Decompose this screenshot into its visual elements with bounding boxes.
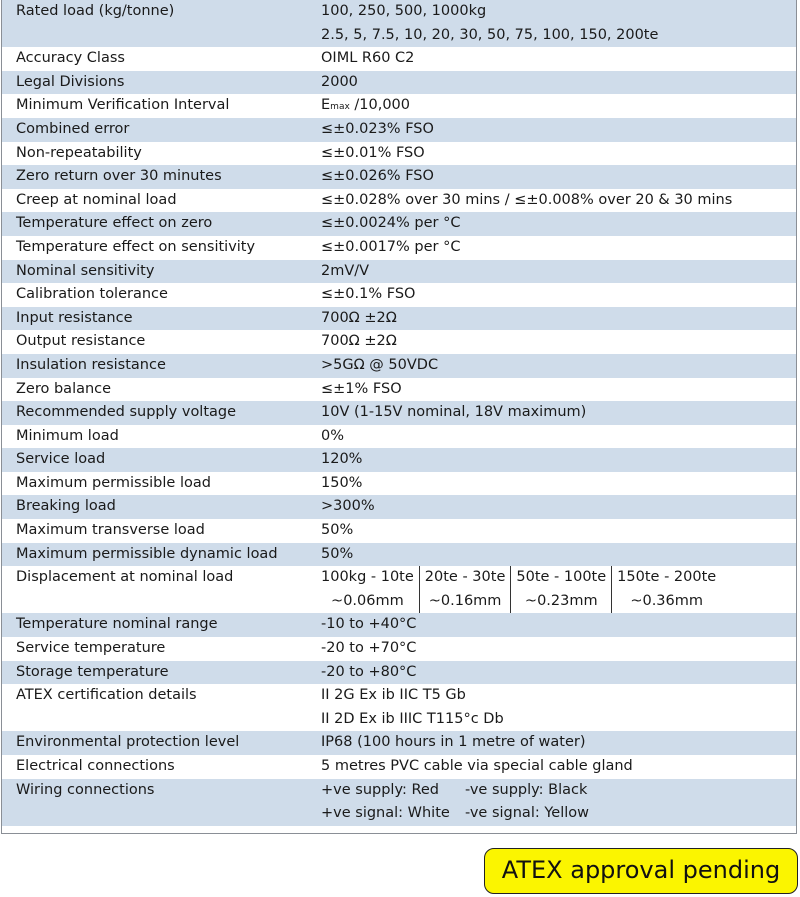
spec-row bbox=[2, 236, 796, 260]
displacement-column bbox=[612, 566, 721, 613]
displacement-range: 100kg - 10te bbox=[321, 569, 414, 586]
spec-value-line: 2000 bbox=[321, 73, 358, 90]
spec-value bbox=[321, 142, 796, 166]
spec-value-line: ≤±0.01% FSO bbox=[321, 144, 425, 161]
spec-label: Insulation resistance bbox=[16, 356, 166, 373]
spec-value bbox=[321, 495, 796, 519]
spec-value bbox=[321, 613, 796, 637]
spec-label: Maximum permissible dynamic load bbox=[16, 545, 278, 562]
displacement-range: 150te - 200te bbox=[617, 569, 717, 586]
spec-value-line: IP68 (100 hours in 1 metre of water) bbox=[321, 734, 586, 751]
wiring-positive: +ve signal: White bbox=[321, 805, 450, 822]
emax-ratio: /10,000 bbox=[349, 97, 411, 114]
spec-row bbox=[2, 378, 796, 402]
spec-value-line: 0% bbox=[321, 427, 345, 444]
specifications-table bbox=[1, 0, 797, 834]
spec-value-line: 150% bbox=[321, 474, 363, 491]
spec-value-line: ≤±0.028% over 30 mins / ≤±0.008% over 20 & 30 mins bbox=[321, 191, 733, 208]
spec-label: Temperature nominal range bbox=[16, 616, 218, 633]
spec-label: ATEX certification details bbox=[16, 687, 197, 704]
spec-value-line: >5GΩ @ 50VDC bbox=[321, 356, 439, 373]
spec-row bbox=[2, 543, 796, 567]
spec-row bbox=[2, 189, 796, 213]
spec-label: Zero balance bbox=[16, 380, 112, 397]
spec-value bbox=[321, 519, 796, 543]
spec-label: Temperature effect on sensitivity bbox=[16, 238, 256, 255]
spec-label: Combined error bbox=[16, 120, 130, 137]
spec-value-line: 700Ω ±2Ω bbox=[321, 309, 397, 326]
spec-label: Temperature effect on zero bbox=[16, 215, 213, 232]
spec-value bbox=[321, 378, 796, 402]
spec-value bbox=[321, 118, 796, 142]
spec-value-line: 50% bbox=[321, 545, 354, 562]
spec-value bbox=[321, 260, 796, 284]
spec-row bbox=[2, 448, 796, 472]
displacement-range: 50te - 100te bbox=[516, 569, 607, 586]
displacement-column bbox=[511, 566, 612, 613]
displacement-value: ~0.16mm bbox=[428, 592, 502, 609]
spec-value-line: II 2G Ex ib IIC T5 Gb bbox=[321, 687, 466, 704]
spec-value-line: 10V (1-15V nominal, 18V maximum) bbox=[321, 404, 587, 421]
wiring-positive: +ve supply: Red bbox=[321, 781, 440, 798]
spec-row bbox=[2, 401, 796, 425]
spec-label: Electrical connections bbox=[16, 758, 175, 774]
spec-label: Creep at nominal load bbox=[16, 191, 177, 208]
spec-value bbox=[321, 47, 796, 71]
spec-value-line: ≤±1% FSO bbox=[321, 380, 402, 397]
spec-row bbox=[2, 71, 796, 95]
spec-value-line: -20 to +70°C bbox=[321, 640, 417, 657]
spec-value bbox=[321, 425, 796, 449]
spec-row bbox=[2, 684, 796, 731]
spec-value-line: 100, 250, 500, 1000kg bbox=[321, 3, 487, 19]
displacement-range: 20te - 30te bbox=[424, 569, 506, 586]
spec-row bbox=[2, 495, 796, 519]
spec-value bbox=[321, 637, 796, 661]
spec-row bbox=[2, 637, 796, 661]
spec-value bbox=[321, 566, 796, 613]
spec-value bbox=[321, 684, 796, 731]
spec-label: Storage temperature bbox=[16, 663, 169, 680]
spec-value-line: ≤±0.026% FSO bbox=[321, 168, 434, 185]
spec-value-line: 5 metres PVC cable via special cable gland bbox=[321, 758, 633, 774]
spec-row bbox=[2, 330, 796, 354]
wiring-line bbox=[321, 779, 796, 803]
spec-value bbox=[321, 472, 796, 496]
spec-value-line: ≤±0.1% FSO bbox=[321, 286, 416, 303]
spec-value bbox=[321, 71, 796, 95]
spec-value bbox=[321, 236, 796, 260]
spec-value bbox=[321, 307, 796, 331]
spec-value-line: -10 to +40°C bbox=[321, 616, 417, 633]
spec-label: Service temperature bbox=[16, 640, 166, 657]
spec-label: Nominal sensitivity bbox=[16, 262, 155, 279]
spec-value bbox=[321, 755, 796, 779]
spec-value-line: >300% bbox=[321, 498, 375, 515]
spec-row bbox=[2, 354, 796, 378]
spec-row bbox=[2, 307, 796, 331]
spec-label: Environmental protection level bbox=[16, 734, 240, 751]
spec-row bbox=[2, 755, 796, 779]
displacement-value: ~0.36mm bbox=[630, 592, 704, 609]
spec-value-line: -20 to +80°C bbox=[321, 663, 417, 680]
displacement-value: ~0.06mm bbox=[331, 592, 404, 609]
spec-label: Displacement at nominal load bbox=[16, 569, 234, 586]
spec-value-line: 2mV/V bbox=[321, 262, 370, 279]
spec-row bbox=[2, 472, 796, 496]
spec-value bbox=[321, 189, 796, 213]
spec-label: Calibration tolerance bbox=[16, 286, 168, 303]
spec-row bbox=[2, 0, 796, 47]
spec-row bbox=[2, 566, 796, 613]
spec-value bbox=[321, 779, 796, 826]
spec-row bbox=[2, 118, 796, 142]
wiring-negative: -ve signal: Yellow bbox=[465, 805, 589, 822]
spec-label: Maximum transverse load bbox=[16, 522, 205, 539]
spec-value bbox=[321, 448, 796, 472]
spec-value bbox=[321, 212, 796, 236]
spec-row bbox=[2, 661, 796, 685]
spec-row bbox=[2, 212, 796, 236]
spec-label: Input resistance bbox=[16, 309, 133, 326]
spec-row bbox=[2, 519, 796, 543]
spec-value bbox=[321, 330, 796, 354]
spec-value bbox=[321, 401, 796, 425]
spec-value-line: OIML R60 C2 bbox=[321, 50, 415, 67]
spec-label: Accuracy Class bbox=[16, 50, 125, 67]
spec-row bbox=[2, 260, 796, 284]
spec-label: Output resistance bbox=[16, 333, 146, 350]
spec-label: Minimum Verification Interval bbox=[16, 97, 230, 114]
spec-row bbox=[2, 47, 796, 71]
spec-label: Recommended supply voltage bbox=[16, 404, 237, 421]
spec-value-line: 50% bbox=[321, 522, 354, 539]
spec-row bbox=[2, 165, 796, 189]
spec-label: Minimum load bbox=[16, 427, 119, 444]
spec-value bbox=[321, 0, 796, 47]
spec-value-line: 120% bbox=[321, 451, 363, 468]
atex-pending-badge: ATEX approval pending bbox=[484, 848, 798, 894]
wiring-negative: -ve supply: Black bbox=[465, 781, 588, 798]
spec-value bbox=[321, 543, 796, 567]
spec-value bbox=[321, 731, 796, 755]
spec-row bbox=[2, 425, 796, 449]
spec-label: Non-repeatability bbox=[16, 144, 142, 161]
spec-value bbox=[321, 354, 796, 378]
displacement-column bbox=[321, 566, 420, 613]
spec-row bbox=[2, 731, 796, 755]
spec-value-line: 2.5, 5, 7.5, 10, 20, 30, 50, 75, 100, 150, 200te bbox=[321, 26, 659, 43]
spec-label: Legal Divisions bbox=[16, 73, 125, 90]
spec-row bbox=[2, 283, 796, 307]
spec-value-line: II 2D Ex ib IIIC T115°c Db bbox=[321, 710, 504, 727]
displacement-column bbox=[420, 566, 512, 613]
spec-label: Rated load (kg/tonne) bbox=[16, 3, 175, 19]
emax-subscript: max bbox=[330, 102, 350, 113]
wiring-line bbox=[321, 802, 796, 826]
spec-row bbox=[2, 142, 796, 166]
spec-value bbox=[321, 94, 796, 118]
emax-value bbox=[321, 94, 796, 118]
displacement-value: ~0.23mm bbox=[524, 592, 598, 609]
spec-value bbox=[321, 165, 796, 189]
spec-label: Breaking load bbox=[16, 498, 116, 515]
spec-value-line: ≤±0.0024% per °C bbox=[321, 215, 461, 232]
spec-label: Zero return over 30 minutes bbox=[16, 168, 222, 185]
spec-value bbox=[321, 661, 796, 685]
emax-symbol: E bbox=[321, 97, 331, 114]
spec-value-line: ≤±0.023% FSO bbox=[321, 120, 434, 137]
spec-label: Wiring connections bbox=[16, 781, 155, 798]
spec-value-line: ≤±0.0017% per °C bbox=[321, 238, 461, 255]
spec-row bbox=[2, 94, 796, 118]
spec-value-line: 700Ω ±2Ω bbox=[321, 333, 397, 350]
spec-row bbox=[2, 779, 796, 826]
spec-label: Service load bbox=[16, 451, 106, 468]
spec-value bbox=[321, 283, 796, 307]
displacement-grid bbox=[321, 566, 796, 613]
spec-label: Maximum permissible load bbox=[16, 474, 211, 491]
spec-row bbox=[2, 613, 796, 637]
